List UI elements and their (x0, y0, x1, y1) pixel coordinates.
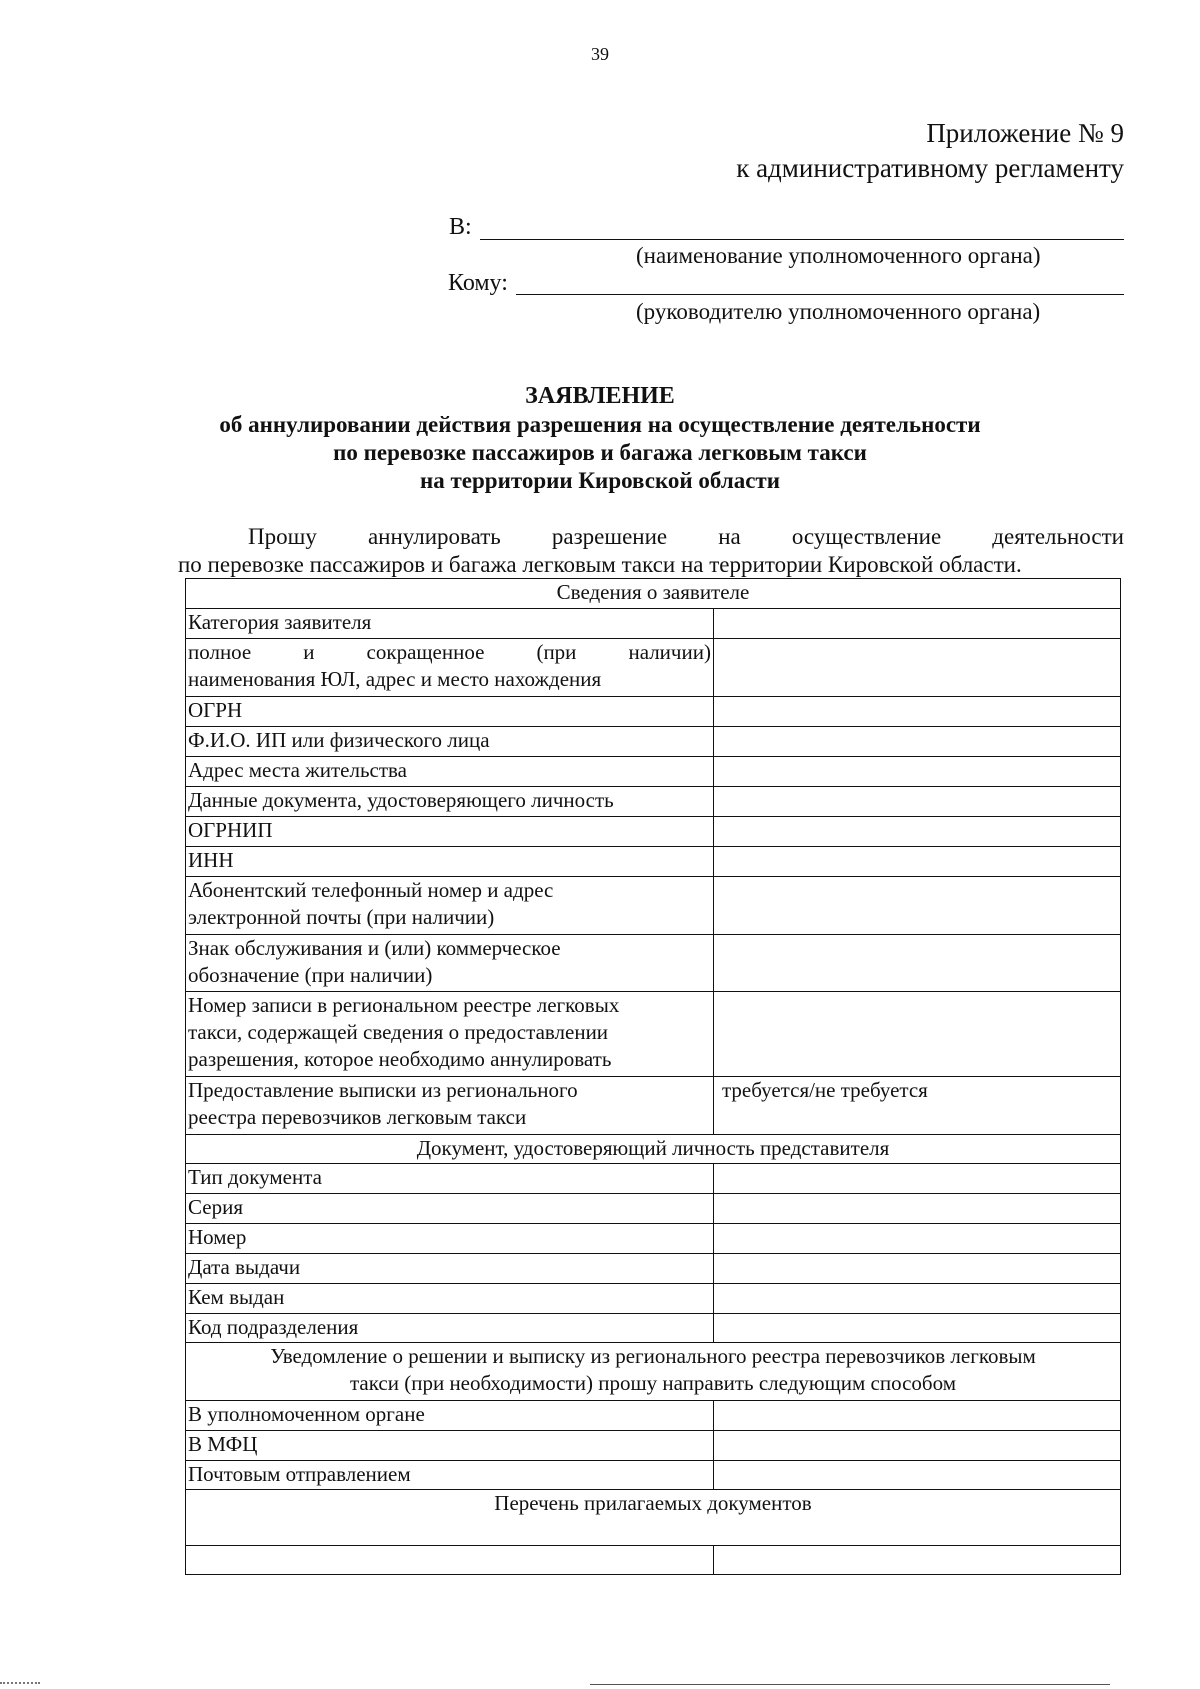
contact-line2: электронной почты (при наличии) (188, 905, 495, 929)
row-label-number: Номер (186, 1224, 714, 1254)
table-row (186, 609, 1121, 639)
value-cell-series[interactable] (714, 1194, 1121, 1224)
row-label-issued-by: Кем выдан (186, 1284, 714, 1314)
value-cell-authority[interactable] (714, 1401, 1121, 1431)
value-cell-residence[interactable] (714, 757, 1121, 787)
page-number: 39 (591, 44, 609, 64)
table-row (186, 1490, 1121, 1546)
value-cell-id-document[interactable] (714, 787, 1121, 817)
table-row (186, 817, 1121, 847)
row-label-id-document: Данные документа, удостоверяющего личность (186, 787, 714, 817)
value-cell-mfc[interactable] (714, 1431, 1121, 1461)
table-row (186, 847, 1121, 877)
appendix-subtitle: к административному регламенту (736, 153, 1124, 183)
table-row (186, 1194, 1121, 1224)
document-title-line1: об аннулировании действия разрешения на осуществление деятельности (219, 412, 981, 437)
contact-line1: Абонентский телефонный номер и адрес (188, 878, 554, 902)
row-label-authority: В уполномоченном органе (186, 1401, 714, 1431)
row-label-residence: Адрес места жительства (186, 757, 714, 787)
extract-line1: Предоставление выписки из регионального (188, 1078, 578, 1102)
row-label-issue-date: Дата выдачи (186, 1254, 714, 1284)
value-cell-issued-by[interactable] (714, 1284, 1121, 1314)
table-row (186, 992, 1121, 1077)
row-label-ogrnip: ОГРНИП (186, 817, 714, 847)
document-title: ЗАЯВЛЕНИЕ (525, 383, 675, 409)
section-header-representative: Документ, удостоверяющий личность представителя (186, 1135, 1121, 1164)
table-row (186, 787, 1121, 817)
section-header-applicant: Сведения о заявителе (186, 579, 1121, 609)
table-row (186, 877, 1121, 935)
value-cell-extract[interactable]: требуется/не требуется (714, 1077, 1121, 1135)
table-row (186, 727, 1121, 757)
whom-field-line[interactable] (516, 294, 1124, 295)
table-row (186, 1343, 1121, 1401)
table-row (186, 1431, 1121, 1461)
table-row (186, 579, 1121, 609)
row-label-trademark (186, 935, 714, 992)
value-cell-ogrnip[interactable] (714, 817, 1121, 847)
page-footer-rule (590, 1684, 1110, 1685)
table-row (186, 639, 1121, 697)
table-row (186, 1224, 1121, 1254)
table-row (186, 935, 1121, 992)
request-word: деятельности (992, 524, 1124, 549)
whom-hint: (руководителю уполномоченного органа) (636, 299, 1041, 324)
section-header-attachments: Перечень прилагаемых документов (186, 1490, 1121, 1546)
extract-line2: реестра перевозчиков легковым такси (188, 1105, 527, 1129)
value-cell-contact[interactable] (714, 877, 1121, 935)
row-label-contact (186, 877, 714, 935)
value-cell-doc-type[interactable] (714, 1164, 1121, 1194)
table-row (186, 1284, 1121, 1314)
row-label-series: Серия (186, 1194, 714, 1224)
value-cell-issue-date[interactable] (714, 1254, 1121, 1284)
org-name-word: полное (188, 640, 252, 664)
table-row (186, 1135, 1121, 1164)
scan-artifact (0, 1682, 40, 1684)
registry-line3: разрешения, которое необходимо аннулировать (188, 1047, 612, 1071)
value-cell-category[interactable] (714, 609, 1121, 639)
table-row (186, 697, 1121, 727)
row-label-mfc: В МФЦ (186, 1431, 714, 1461)
application-form-table (185, 578, 1121, 1575)
registry-line1: Номер записи в региональном реестре легковых (188, 993, 620, 1017)
request-text-line1 (248, 524, 1124, 550)
row-label-extract (186, 1077, 714, 1135)
value-cell-org-name[interactable] (714, 639, 1121, 697)
org-name-word: сокращенное (366, 640, 485, 664)
request-word: осуществление (791, 524, 942, 549)
document-title-line3: на территории Кировской области (420, 468, 780, 493)
row-label-fio: Ф.И.О. ИП или физического лица (186, 727, 714, 757)
row-label-registry-number (186, 992, 714, 1077)
table-row (186, 1254, 1121, 1284)
table-row (186, 1077, 1121, 1135)
row-label-org-name (186, 639, 714, 697)
value-cell-ogrn[interactable] (714, 697, 1121, 727)
trademark-line1: Знак обслуживания и (или) коммерческое (188, 936, 561, 960)
org-name-line1 (188, 639, 711, 666)
appendix-title: Приложение № 9 (926, 118, 1124, 148)
request-word: на (718, 524, 741, 549)
value-cell-fio[interactable] (714, 727, 1121, 757)
value-cell-division-code[interactable] (714, 1314, 1121, 1343)
trademark-line2: обозначение (при наличии) (188, 963, 433, 987)
notification-header-line1: Уведомление о решении и выписку из регионального реестра перевозчиков легковым (270, 1344, 1036, 1368)
attachment-cell-left[interactable] (186, 1546, 714, 1575)
value-cell-registry-number[interactable] (714, 992, 1121, 1077)
org-name-word: и (303, 640, 315, 664)
table-row (186, 1164, 1121, 1194)
notification-header-line2: такси (при необходимости) прошу направить следующим способом (349, 1371, 957, 1395)
whom-label: Кому: (448, 270, 508, 296)
org-name-word: наличии) (628, 640, 711, 664)
request-word: разрешение (551, 524, 668, 549)
row-label-mail: Почтовым отправлением (186, 1461, 714, 1490)
table-row (186, 1314, 1121, 1343)
to-hint: (наименование уполномоченного органа) (636, 243, 1041, 268)
table-row (186, 1546, 1121, 1575)
value-cell-number[interactable] (714, 1224, 1121, 1254)
row-label-doc-type: Тип документа (186, 1164, 714, 1194)
table-row (186, 757, 1121, 787)
table-row (186, 1461, 1121, 1490)
section-header-notification (186, 1343, 1121, 1401)
row-label-category: Категория заявителя (186, 609, 714, 639)
row-label-ogrn: ОГРН (186, 697, 714, 727)
org-name-word: (при (536, 640, 577, 664)
request-word: Прошу (248, 524, 317, 549)
request-text-line2: по перевозке пассажиров и багажа легковым такси на территории Кировской области. (178, 552, 1022, 577)
org-name-line2: наименования ЮЛ, адрес и место нахождения (188, 667, 602, 691)
row-label-inn: ИНН (186, 847, 714, 877)
table-row (186, 1401, 1121, 1431)
request-word: аннулировать (367, 524, 501, 549)
value-cell-mail[interactable] (714, 1461, 1121, 1490)
row-label-division-code: Код подразделения (186, 1314, 714, 1343)
document-title-line2: по перевозке пассажиров и багажа легковым такси (333, 440, 867, 465)
value-cell-trademark[interactable] (714, 935, 1121, 992)
to-label: В: (449, 214, 472, 240)
registry-line2: такси, содержащей сведения о предоставлении (188, 1020, 609, 1044)
to-field-line[interactable] (480, 239, 1124, 240)
attachment-cell-right[interactable] (714, 1546, 1121, 1575)
value-cell-inn[interactable] (714, 847, 1121, 877)
